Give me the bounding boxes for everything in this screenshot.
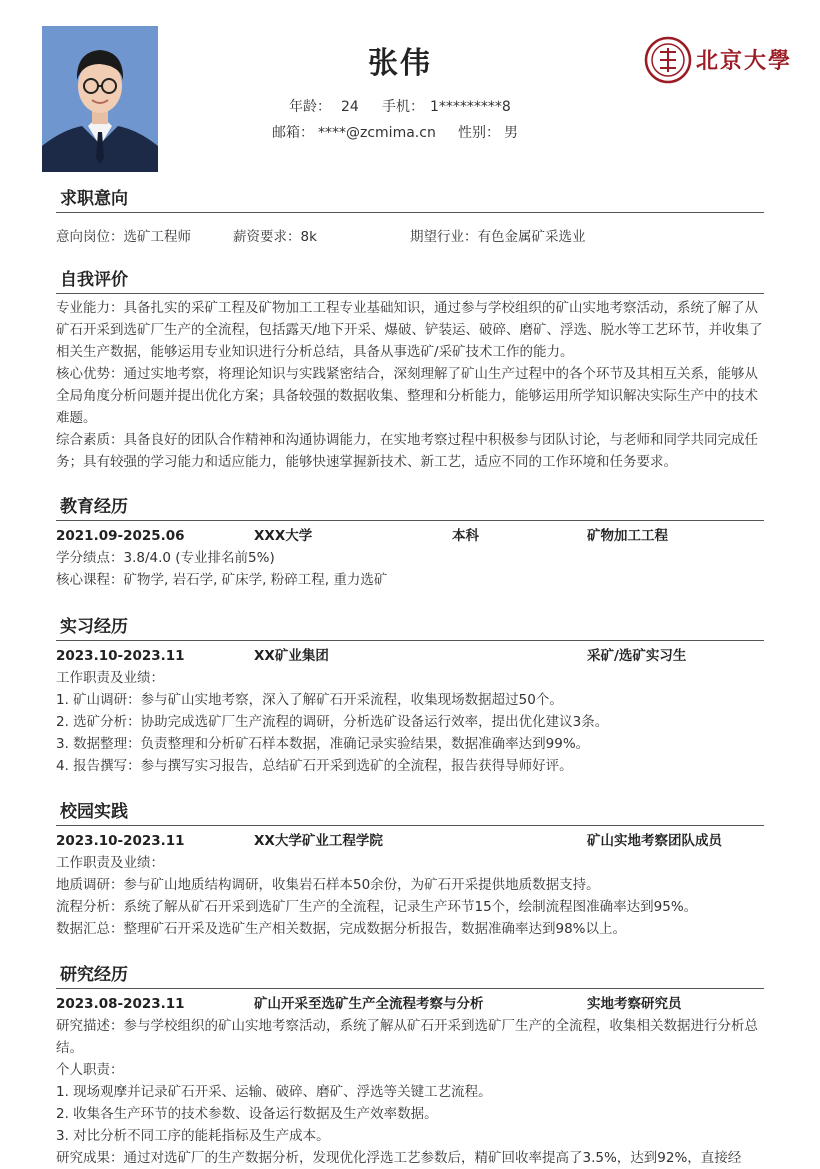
research-role: 实地考察研究员 xyxy=(587,996,682,1012)
gender-info xyxy=(458,122,518,142)
campus-line: 数据汇总：整理矿石开采及选矿生产相关数据，完成数据分析报告，数据准确率达到98%以上。 xyxy=(56,921,627,937)
intent-position: 意向岗位：选矿工程师 xyxy=(56,229,191,245)
self-eval-paragraph: 核心优势：通过实地考察，将理论知识与实践紧密结合，深刻理解了矿山生产过程中的各个环节及其相互关系，能够从全局角度分析问题并提出优化方案；具备较强的数据收集、整理和分析能力，能够运用所学知识解决实际生产中的技术难题。 xyxy=(56,366,758,426)
education-row xyxy=(56,525,764,547)
intent-row xyxy=(56,226,764,248)
gender-value: 男 xyxy=(504,125,518,141)
internship-line: 3. 数据整理：负责整理和分析矿石样本数据，准确记录实验结果，数据准确率达到99%。 xyxy=(56,736,590,752)
age-value: 24 xyxy=(341,99,359,115)
research-project: 矿山开采至选矿生产全流程考察与分析 xyxy=(254,996,484,1012)
campus-date: 2023.10-2023.11 xyxy=(56,833,185,849)
internship-company: XX矿业集团 xyxy=(254,648,329,664)
email-value: ****@zcmima.cn xyxy=(318,125,436,141)
phone-label: 手机： xyxy=(382,99,424,115)
intent-salary: 薪资要求：8k xyxy=(233,229,317,245)
section-self-eval xyxy=(56,267,764,473)
section-title: 求职意向 xyxy=(56,186,764,213)
logo-text: 北京大學 xyxy=(696,48,793,74)
education-degree: 本科 xyxy=(452,528,479,544)
campus-line: 地质调研：参与矿山地质结构调研，收集岩石样本50余份，为矿石开采提供地质数据支持。 xyxy=(56,877,600,893)
section-internship xyxy=(56,614,764,777)
gender-label: 性别： xyxy=(458,125,500,141)
internship-date: 2023.10-2023.11 xyxy=(56,648,185,664)
candidate-name: 张伟 xyxy=(368,46,432,81)
education-date: 2021.09-2025.06 xyxy=(56,528,185,544)
research-line: 2. 收集各生产环节的技术参数、设备运行数据及生产效率数据。 xyxy=(56,1106,438,1122)
campus-line: 工作职责及业绩： xyxy=(56,855,164,871)
internship-line: 4. 报告撰写：参与撰写实习报告，总结矿石开采到选矿的全流程，报告获得导师好评。 xyxy=(56,758,573,774)
university-logo xyxy=(644,36,794,86)
campus-role: 矿山实地考察团队成员 xyxy=(587,833,722,849)
section-education xyxy=(56,494,764,591)
research-line: 1. 现场观摩并记录矿石开采、运输、破碎、磨矿、浮选等关键工艺流程。 xyxy=(56,1084,492,1100)
section-title: 校园实践 xyxy=(56,799,764,826)
education-school: XXX大学 xyxy=(254,528,313,544)
campus-line: 流程分析：系统了解从矿石开采到选矿厂生产的全流程，记录生产环节15个，绘制流程图准确率达到95%。 xyxy=(56,899,698,915)
internship-line: 2. 选矿分析：协助完成选矿厂生产流程的调研，分析选矿设备运行效率，提出优化建议3条。 xyxy=(56,714,609,730)
self-eval-paragraph: 专业能力：具备扎实的采矿工程及矿物加工工程专业基础知识，通过参与学校组织的矿山实地考察活动，系统了解了从矿石开采到选矿厂生产的全流程，包括露天/地下开采、爆破、铲装运、破碎、磨矿、浮选、脱水等工艺环节，并收集了相关生产数据，能够运用专业知识进行分析总结，具备从事选矿/采矿技术工作的能力。 xyxy=(56,300,763,360)
section-title: 研究经历 xyxy=(56,962,764,989)
research-line: 个人职责： xyxy=(56,1062,124,1078)
section-title: 实习经历 xyxy=(56,614,764,641)
internship-line: 工作职责及业绩： xyxy=(56,670,164,686)
section-title: 教育经历 xyxy=(56,494,764,521)
research-desc: 研究描述：参与学校组织的矿山实地考察活动，系统了解从矿石开采到选矿厂生产的全流程，收集相关数据进行分析总结。 xyxy=(56,1018,758,1056)
section-intent xyxy=(56,186,764,248)
research-line: 3. 对比分析不同工序的能耗指标及生产成本。 xyxy=(56,1128,330,1144)
section-campus xyxy=(56,799,764,940)
section-research xyxy=(56,962,764,1169)
campus-row xyxy=(56,830,764,852)
section-title: 自我评价 xyxy=(56,267,764,294)
internship-row xyxy=(56,645,764,667)
education-major: 矿物加工工程 xyxy=(587,528,668,544)
age-info xyxy=(289,96,359,116)
phone-info xyxy=(382,96,511,116)
research-result: 研究成果：通过对选矿厂的生产数据分析，发现优化浮选工艺参数后，精矿回收率提高了3.5%，达到92%，直接经 xyxy=(56,1150,742,1166)
email-info xyxy=(272,122,436,142)
email-label: 邮箱： xyxy=(272,125,314,141)
self-eval-paragraph: 综合素质：具备良好的团队合作精神和沟通协调能力，在实地考察过程中积极参与团队讨论，与老师和同学共同完成任务；具有较强的学习能力和适应能力，能够快速掌握新技术、新工艺，适应不同的工作环境和任务要求。 xyxy=(56,432,758,470)
internship-role: 采矿/选矿实习生 xyxy=(587,648,687,664)
education-courses: 核心课程：矿物学, 岩石学, 矿床学, 粉碎工程, 重力选矿 xyxy=(56,572,388,588)
phone-value: 1*********8 xyxy=(430,99,511,115)
internship-line: 1. 矿山调研：参与矿山实地考察，深入了解矿石开采流程，收集现场数据超过50个。 xyxy=(56,692,563,708)
campus-org: XX大学矿业工程学院 xyxy=(254,833,383,849)
intent-industry: 期望行业：有色金属矿采选业 xyxy=(410,229,586,245)
research-date: 2023.08-2023.11 xyxy=(56,996,185,1012)
education-gpa: 学分绩点：3.8/4.0 (专业排名前5%) xyxy=(56,550,275,566)
age-label: 年龄： xyxy=(289,99,331,115)
research-row xyxy=(56,993,764,1015)
